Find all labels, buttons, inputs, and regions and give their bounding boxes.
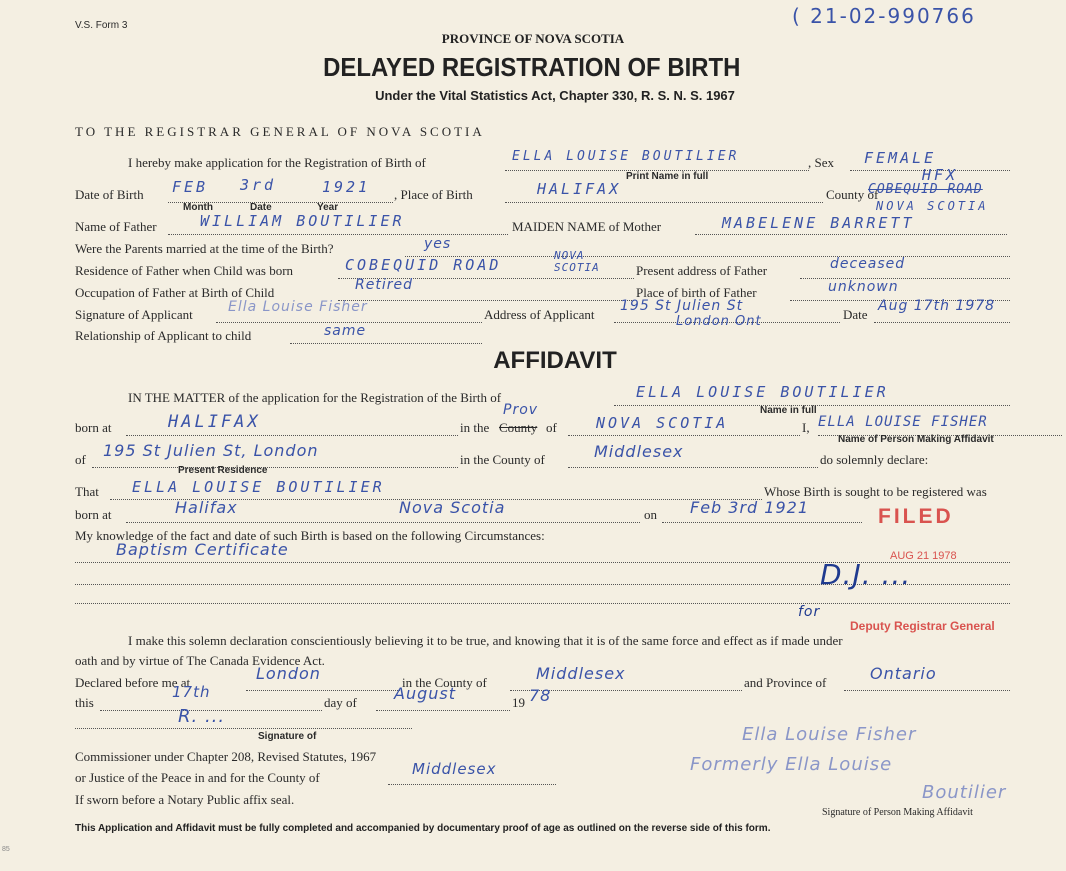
in-the-label: in the: [460, 420, 490, 435]
matter-name: ELLA LOUISE BOUTILIER: [636, 383, 889, 401]
married-label: Were the Parents married at the time of the Birth?: [75, 241, 334, 256]
declared-label: Declared before me at: [75, 675, 191, 690]
affiant-signature-caption: Signature of Person Making Affidavit: [822, 807, 973, 818]
present-address-value: deceased: [830, 256, 906, 272]
address-line1: 195 St Julien St: [620, 298, 744, 314]
filed-stamp: FILED: [878, 505, 954, 528]
born-at2-label: born at: [75, 507, 112, 522]
month-value: August: [394, 684, 456, 703]
dob-month: FEB: [172, 178, 209, 196]
residence-province: NOVA SCOTIA: [554, 249, 600, 274]
married-value: yes: [424, 236, 452, 252]
deputy-registrar-stamp: Deputy Registrar General: [850, 619, 995, 633]
footer-note: This Application and Affidavit must be fully completed and accompanied by documentary proof of age as outlined on the reverse side of this form.: [75, 823, 771, 834]
dob-day: 3rd: [240, 176, 277, 194]
father-value: WILLIAM BOUTILIER: [200, 212, 405, 230]
father-birthplace-value: unknown: [828, 279, 899, 295]
date-label: Date: [843, 307, 868, 322]
born-at-value: HALIFAX: [168, 412, 261, 432]
of-label: of: [546, 420, 557, 435]
this-label: this: [75, 695, 94, 710]
applicant-signature: Ella Louise Fisher: [228, 299, 368, 315]
justice-line: or Justice of the Peace in and for the County of: [75, 770, 320, 785]
date-value: Aug 17th 1978: [878, 298, 996, 314]
stamp-for-label: for: [798, 604, 821, 620]
whose-label: Whose Birth is sought to be registered was: [764, 484, 987, 499]
affidavit-heading: AFFIDAVIT: [493, 347, 617, 374]
dob-label: Date of Birth: [75, 187, 144, 202]
residence-label: Residence of Father when Child was born: [75, 263, 294, 278]
signature-of-caption: Signature of: [258, 731, 317, 742]
filed-date: AUG 21 1978: [890, 550, 957, 562]
mother-label: MAIDEN NAME of Mother: [512, 219, 662, 234]
commissioner-line: Commissioner under Chapter 208, Revised Statutes, 1967: [75, 749, 377, 764]
affiant-signature-line3: Boutilier: [922, 782, 1007, 803]
relationship-label: Relationship of Applicant to child: [75, 328, 252, 343]
day-of-label: day of: [324, 695, 357, 710]
residence-value: COBEQUID ROAD: [345, 256, 502, 274]
born-county-value: NOVA SCOTIA: [596, 414, 729, 432]
year-prefix: 19: [512, 695, 525, 710]
residence-caption: Present Residence: [178, 465, 268, 476]
margin-mark: 85: [2, 846, 10, 853]
address-line2: London Ont: [676, 314, 762, 329]
place-label: , Place of Birth: [394, 187, 473, 202]
form-subtitle: Under the Vital Statistics Act, Chapter 330, R. S. N. S. 1967: [375, 88, 735, 103]
county-struck: County: [499, 420, 538, 435]
place-value: HALIFAX: [537, 180, 622, 198]
of2-label: of: [75, 452, 86, 467]
county-overwrite: HFX: [922, 166, 959, 184]
province-label: and Province of: [744, 675, 827, 690]
day-value: 17th: [172, 683, 211, 701]
affiant-caption: Name of Person Making Affidavit: [838, 434, 994, 445]
year-suffix: 78: [529, 686, 552, 705]
print-name-caption: Print Name in full: [626, 171, 709, 182]
solemn-line2: oath and by virtue of The Canada Evidence Act.: [75, 653, 325, 668]
affiant-signature-line1: Ella Louise Fisher: [742, 724, 917, 745]
affiant-residence: 195 St Julien St, London: [103, 441, 319, 460]
form-title: DELAYED REGISTRATION OF BIRTH: [323, 52, 741, 82]
county-label: County of: [826, 187, 879, 202]
month-caption: Month: [183, 202, 213, 213]
mother-value: MABELENE BARRETT: [722, 214, 915, 232]
intro-label: I hereby make application for the Registration of Birth of: [128, 155, 426, 170]
affiant-name: ELLA LOUISE FISHER: [818, 414, 988, 430]
affiant-signature-line2: Formerly Ella Louise: [690, 754, 893, 775]
dob-year: 1921: [322, 178, 371, 196]
province-heading: PROVINCE OF NOVA SCOTIA: [441, 31, 625, 46]
born-at2-province: Nova Scotia: [399, 498, 506, 517]
address-label: Address of Applicant: [484, 307, 595, 322]
born-at2-value: Halifax: [175, 498, 238, 517]
sig-label: Signature of Applicant: [75, 307, 193, 322]
date-caption: Date: [250, 202, 272, 213]
that-label: That: [75, 484, 99, 499]
county-line2: NOVA SCOTIA: [876, 199, 989, 213]
county-replacement: Prov: [503, 402, 539, 418]
name-full-caption: Name in full: [760, 405, 817, 416]
knowledge-label: My knowledge of the fact and date of such Birth is based on the following Circumstances:: [75, 528, 545, 543]
father-label: Name of Father: [75, 219, 157, 234]
to-registrar-line: TO THE REGISTRAR GENERAL OF NOVA SCOTIA: [75, 124, 485, 139]
province-value: Ontario: [870, 664, 937, 683]
declare-label: do solemnly declare:: [820, 452, 929, 467]
county3-label: in the County of: [402, 675, 487, 690]
county2-label: in the County of: [460, 452, 545, 467]
on-date: Feb 3rd 1921: [690, 498, 810, 517]
father-birthplace-label: Place of birth of Father: [636, 285, 757, 300]
year-caption: Year: [317, 202, 339, 213]
form-number: V.S. Form 3: [75, 20, 128, 31]
county2-value: Middlesex: [594, 442, 684, 461]
sex-value: FEMALE: [864, 149, 937, 167]
that-name: ELLA LOUISE BOUTILIER: [132, 478, 385, 496]
commissioner-signature: R. ...: [178, 706, 226, 727]
i-label: I,: [802, 420, 810, 435]
sex-label: , Sex: [808, 155, 834, 170]
registration-number: ( 21-02-990766: [792, 4, 976, 28]
county-value: COBEQUID ROAD: [868, 182, 983, 197]
child-name: ELLA LOUISE BOUTILIER: [512, 149, 740, 164]
registrar-signature: D.J. ...: [820, 558, 912, 591]
relationship-value: same: [324, 323, 367, 339]
matter-label: IN THE MATTER of the application for the Registration of the Birth of: [128, 390, 502, 405]
declared-place: London: [256, 664, 321, 683]
solemn-line1: I make this solemn declaration conscientiously believing it to be true, and knowing that it is of the same force and effect as if made under: [128, 633, 843, 648]
county3-value: Middlesex: [536, 664, 626, 683]
occupation-label: Occupation of Father at Birth of Child: [75, 285, 275, 300]
circumstances-value: Baptism Certificate: [116, 540, 289, 559]
present-address-label: Present address of Father: [636, 263, 768, 278]
on-label: on: [644, 507, 657, 522]
justice-county: Middlesex: [412, 760, 497, 778]
born-at-label: born at: [75, 420, 112, 435]
occupation-value: Retired: [355, 277, 413, 293]
notary-line: If sworn before a Notary Public affix seal.: [75, 792, 295, 807]
